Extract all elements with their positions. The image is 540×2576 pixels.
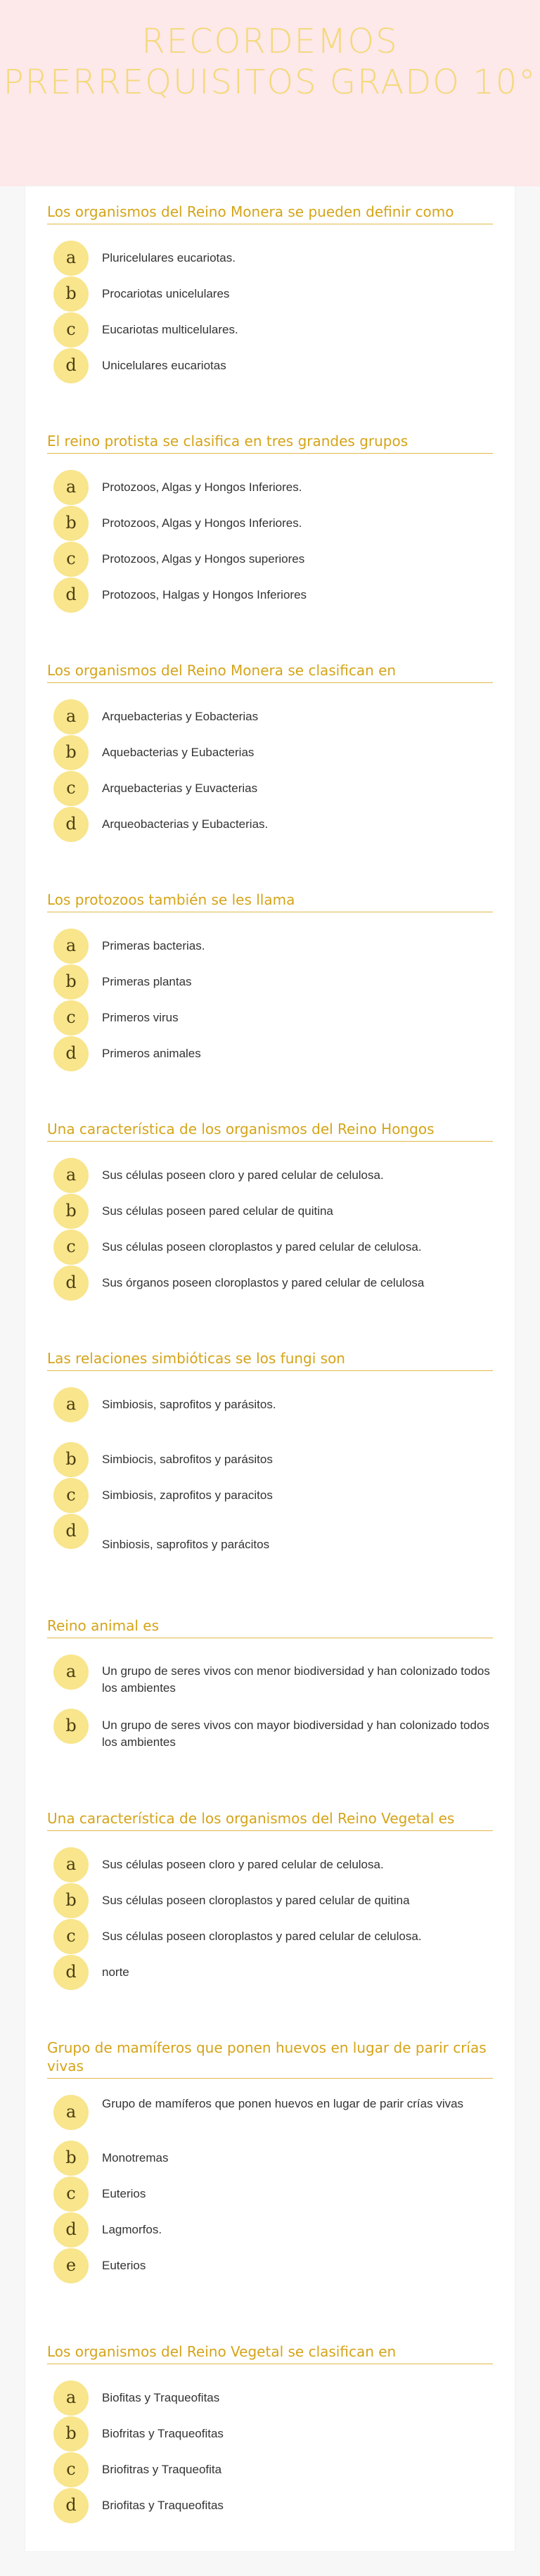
question (47, 891, 493, 1063)
option-text: Un grupo de seres vivos con mayor biodiversidad y han colonizado todos los ambientes (102, 1719, 489, 1749)
option-letter-badge: d (53, 2488, 89, 2523)
option-letter-badge: a (53, 2095, 89, 2130)
option-text: Simbiosis, saprofitos y parásitos. (102, 1398, 276, 1411)
option-text: Pluricelulares eucariotas. (102, 251, 236, 264)
option-text: Aquebacterias y Eubacterias (102, 746, 255, 759)
option-text: Sus órganos poseen cloroplastos y pared celular de celulosa (102, 1276, 425, 1289)
option-letter-badge: d (53, 578, 89, 613)
question-title: Una característica de los organismos del Reino Hongos (47, 1120, 493, 1142)
question (47, 203, 493, 375)
question-title: Los organismos del Reino Monera se clasifican en (47, 661, 493, 683)
option-text: Sinbiosis, saprofitos y parácitos (102, 1538, 270, 1551)
option-letter-badge: a (53, 1387, 89, 1422)
page-header (0, 0, 540, 186)
option-text: Eucariotas multicelulares. (102, 323, 238, 336)
option-letter-badge: b (53, 2141, 89, 2176)
option-text: Arquebacterias y Euvacterias (102, 782, 258, 795)
option-letter-badge: b (53, 506, 89, 541)
question-title: Grupo de mamíferos que ponen huevos en lugar de parir crías vivas (47, 2039, 493, 2079)
option-text: Primeras bacterias. (102, 939, 205, 952)
option-text: Arqueobacterias y Eubacterias. (102, 817, 269, 831)
option-letter-badge: c (53, 771, 89, 806)
question-title: Los organismos del Reino Vegetal se clasifican en (47, 2342, 493, 2364)
option-letter-badge: d (53, 1955, 89, 1990)
option-text: Lagmorfos. (102, 2223, 162, 2236)
option-letter-badge: e (53, 2248, 89, 2283)
page-title: RECORDEMOS PRERREQUISITOS GRADO 10° (3, 22, 537, 102)
option-letter-badge: b (53, 1442, 89, 1477)
question (47, 1120, 493, 1292)
option-text: Sus células poseen cloroplastos y pared celular de quitina (102, 1894, 410, 1907)
option-text: Primeros virus (102, 1011, 179, 1024)
option-text: Biofritas y Traqueofitas (102, 2427, 224, 2440)
option-text: Sus células poseen cloroplastos y pared celular de celulosa. (102, 1240, 422, 1254)
option-letter-badge: c (53, 1478, 89, 1513)
option-letter-badge: b (53, 1883, 89, 1918)
option-text: norte (102, 1965, 129, 1979)
option-letter-badge: d (53, 2212, 89, 2247)
option-letter-badge: b (53, 964, 89, 1000)
option-letter-badge: c (53, 1000, 89, 1035)
question (47, 2342, 493, 2515)
question-title: Una característica de los organismos del Reino Vegetal es (47, 1809, 493, 1831)
option-text: Protozoos, Halgas y Hongos Inferiores (102, 588, 307, 601)
option-text: Primeros animales (102, 1047, 201, 1060)
option-letter-badge: a (53, 470, 89, 505)
option-text: Un grupo de seres vivos con menor biodiversidad y han colonizado todos los ambientes (102, 1664, 490, 1695)
question (47, 2039, 493, 2275)
question-title: Reino animal es (47, 1617, 493, 1638)
option-text: Sus células poseen cloroplastos y pared celular de celulosa. (102, 1930, 422, 1943)
option-letter-badge: b (53, 276, 89, 312)
option-letter-badge: b (53, 1194, 89, 1229)
question-title: Las relaciones simbióticas se los fungi son (47, 1349, 493, 1371)
option-letter-badge: d (53, 1514, 89, 1549)
option-text: Simbiosis, zaprofitos y paracitos (102, 1488, 273, 1502)
question-title: Los protozoos también se les llama (47, 891, 493, 912)
option-text: Sus células poseen cloro y pared celular de celulosa. (102, 1168, 384, 1182)
option-letter-badge: c (53, 312, 89, 347)
question (47, 1349, 493, 1551)
option-letter-badge: b (53, 1709, 89, 1744)
option-letter-badge: d (53, 348, 89, 383)
option-text: Biofitas y Traqueofitas (102, 2391, 220, 2404)
option-text: Monotremas (102, 2151, 169, 2164)
option-text: Arquebacterias y Eobacterias (102, 710, 259, 723)
option-letter-badge: a (53, 929, 89, 964)
option-text: Protozoos, Algas y Hongos Inferiores. (102, 516, 302, 530)
question (47, 1809, 493, 1982)
option-letter-badge: c (53, 2452, 89, 2487)
option-letter-badge: c (53, 1919, 89, 1954)
option-letter-badge: a (53, 2380, 89, 2416)
question (47, 432, 493, 604)
option-letter-badge: d (53, 1265, 89, 1301)
option-text: Euterios (102, 2187, 146, 2200)
option-letter-badge: a (53, 1654, 89, 1690)
question-title: El reino protista se clasifica en tres grandes grupos (47, 432, 493, 454)
option-text: Protozoos, Algas y Hongos superiores (102, 552, 305, 566)
option-letter-badge: d (53, 807, 89, 842)
option-text: Sus células poseen cloro y pared celular de celulosa. (102, 1858, 384, 1871)
option-text: Grupo de mamíferos que ponen huevos en lugar de parir crías vivas (102, 2097, 464, 2110)
option-letter-badge: a (53, 699, 89, 734)
option-letter-badge: a (53, 1847, 89, 1882)
question-title: Los organismos del Reino Monera se pueden definir como (47, 203, 493, 224)
question (47, 1617, 493, 1749)
option-text: Simbiocis, sabrofitos y parásitos (102, 1453, 273, 1466)
question (47, 661, 493, 834)
option-text: Procariotas unicelulares (102, 287, 230, 300)
option-text: Unicelulares eucariotas (102, 359, 226, 372)
option-text: Briofitas y Traqueofitas (102, 2499, 224, 2512)
option-letter-badge: d (53, 1036, 89, 1071)
option-text: Protozoos, Algas y Hongos Inferiores. (102, 480, 302, 494)
option-text: Euterios (102, 2259, 146, 2272)
option-letter-badge: b (53, 735, 89, 770)
option-letter-badge: a (53, 1158, 89, 1193)
option-letter-badge: c (53, 2176, 89, 2212)
option-letter-badge: c (53, 1230, 89, 1265)
option-letter-badge: c (53, 542, 89, 577)
option-letter-badge: b (53, 2416, 89, 2451)
option-letter-badge: a (53, 241, 89, 276)
option-text: Briofitras y Traqueofita (102, 2463, 222, 2476)
option-text: Sus células poseen pared celular de quitina (102, 1204, 333, 1218)
option-text: Primeras plantas (102, 975, 192, 988)
